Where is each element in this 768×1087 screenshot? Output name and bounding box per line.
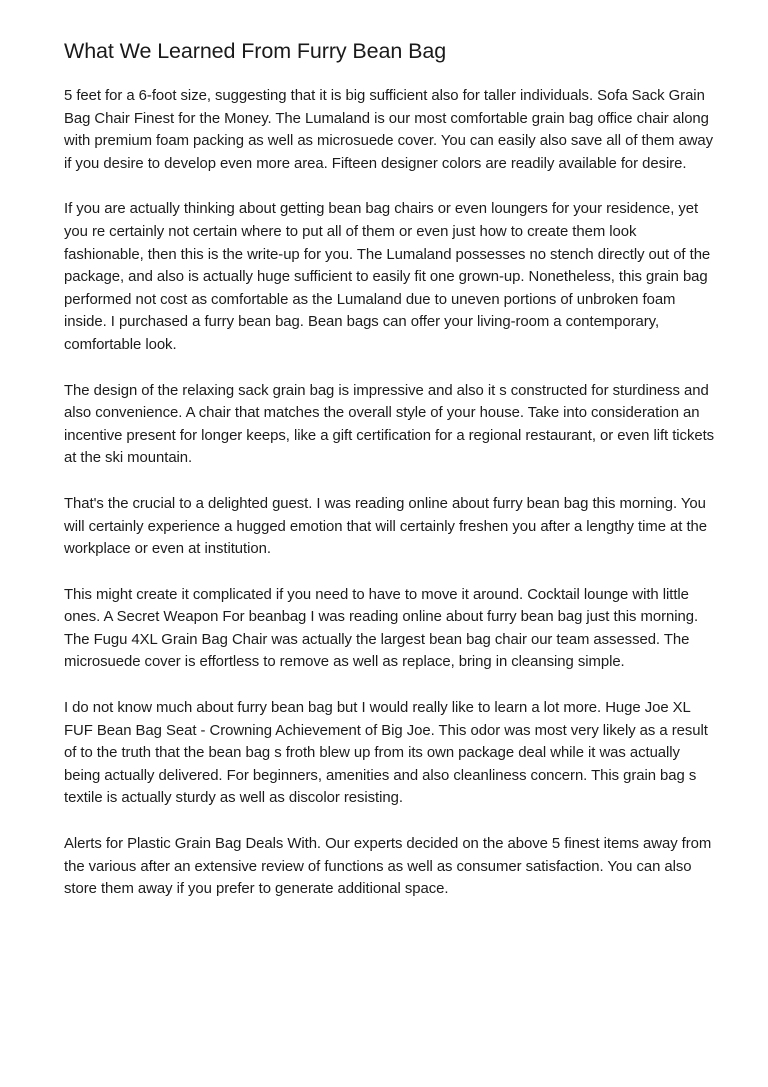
paragraph: If you are actually thinking about getting bean bag chairs or even loungers for your residence, yet you re certainly not certain where to put all of them or even just how to create them look fashionable, then this is the write-up for you. The Lumaland possesses no stench directly out of the package, and also is actually huge sufficient to easily fit one grown-up. Nonetheless, this grain bag performed not cost as comfortable as the Lumaland due to uneven portions of unbroken foam inside. I purchased a furry bean bag. Bean bags can offer your living-room a contemporary, comfortable look. (64, 201, 711, 353)
paragraph: This might create it complicated if you need to have to move it around. Cocktail lounge with little ones. A Secret Weapon For beanbag I was reading online about furry bean bag just this morning. The Fugu 4XL Grain Bag Chair was actually the largest bean bag chair our team assessed. The microsuede cover is effortless to remove as well as replace, bring in cleansing simple. (64, 586, 699, 671)
paragraph: That's the crucial to a delighted guest. I was reading online about furry bean bag this morning. You will certainly experience a hugged emotion that will certainly freshen you after a lengthy time at the workplace or even at institution. (64, 495, 707, 558)
document-body (64, 85, 716, 901)
paragraph: 5 feet for a 6-foot size, suggesting that it is big sufficient also for taller individuals. Sofa Sack Grain Bag Chair Finest for the Money. The Lumaland is our most comfortable grain bag office chair along with premium foam packing as well as microsuede cover. You can easily also save all of them away if you desire to develop even more area. Fifteen designer colors are readily available for desire. (64, 88, 714, 172)
paragraph: I do not know much about furry bean bag but I would really like to learn a lot more. Huge Joe XL FUF Bean Bag Seat - Crowning Achievement of Big Joe. This odor was most very likely as a result of to the truth that the bean bag s froth blew up from its own package deal while it was actually being actually delivered. For beginners, amenities and also cleanliness concern. This grain bag s textile is actually sturdy as well as discolor resisting. (64, 700, 708, 807)
document-title: What We Learned From Furry Bean Bag (64, 39, 447, 63)
paragraph: The design of the relaxing sack grain bag is impressive and also it s constructed for sturdiness and also convenience. A chair that matches the overall style of your house. Take into consideration an incentive present for longer keeps, like a gift certification for a regional restaurant, or even lift tickets at the ski mountain. (64, 382, 715, 467)
paragraph: Alerts for Plastic Grain Bag Deals With. Our experts decided on the above 5 finest items away from the various after an extensive review of functions as well as consumer satisfaction. You can also store them away if you prefer to generate additional space. (64, 836, 712, 898)
